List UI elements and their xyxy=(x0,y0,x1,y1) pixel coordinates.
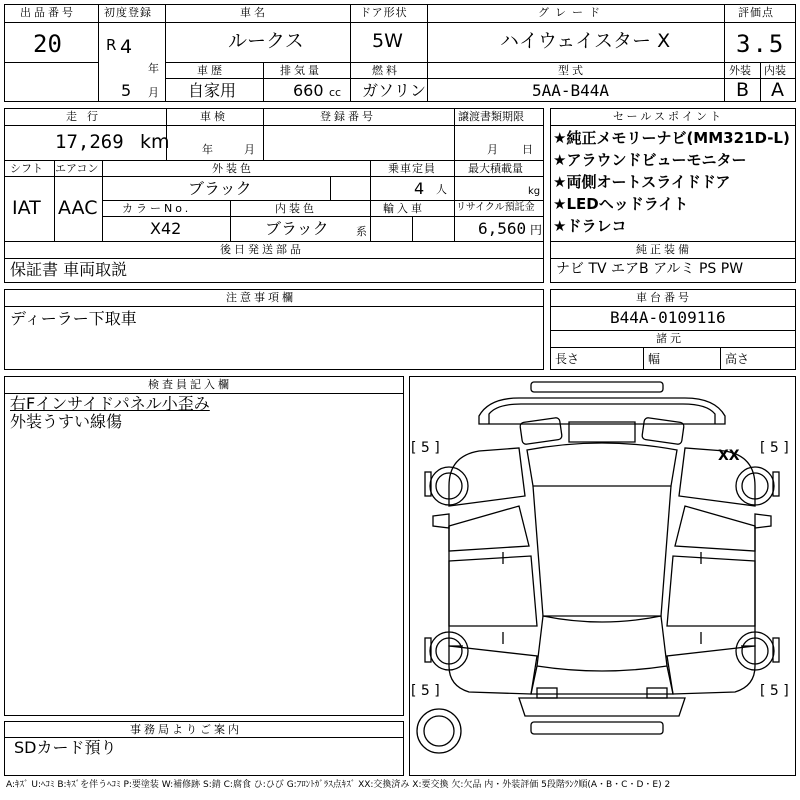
car-name: ルークス xyxy=(228,30,304,52)
equipment: ナビ TV エアB アルミ PS PW xyxy=(556,261,744,277)
month-unit: 月 xyxy=(148,86,159,99)
inspector-label: 検査員記入欄 xyxy=(148,378,232,391)
int-color: ブラック xyxy=(265,219,329,238)
inspection-label: 車検 xyxy=(200,110,228,123)
mileage-label: 走行 xyxy=(66,110,108,123)
lot-label: 出品番号 xyxy=(20,6,76,19)
int-color-label: 内装色 xyxy=(275,202,317,215)
grade-label: グレード xyxy=(538,6,606,19)
shift: IAT xyxy=(12,197,41,219)
capacity-unit: 人 xyxy=(436,183,447,196)
mileage: 17,269 xyxy=(55,131,124,153)
inspection-month-unit: 月 xyxy=(244,143,255,156)
length-label: 長さ xyxy=(555,352,580,366)
ac-label: エアコン xyxy=(55,162,99,175)
sales-point-item: ★ドラレコ xyxy=(553,217,627,235)
int-grade: A xyxy=(771,79,784,101)
later-parts-label: 後日発送部品 xyxy=(220,243,304,256)
model-code: 5AA-B44A xyxy=(532,81,610,100)
int-grade-label: 内装 xyxy=(764,64,786,77)
transfer-label: 譲渡書類期限 xyxy=(458,110,524,123)
dimensions-label: 諸元 xyxy=(656,332,684,345)
capacity-label: 乗車定員 xyxy=(388,162,436,175)
import-label: 輸入車 xyxy=(383,202,425,215)
door-type: 5W xyxy=(372,30,403,52)
score-label: 評価点 xyxy=(738,6,774,19)
fuel: ガソリン xyxy=(362,81,427,100)
sales-point-item: ★LEDヘッドライト xyxy=(553,195,689,213)
door-label: ドア形状 xyxy=(360,6,408,19)
ext-color: ブラック xyxy=(188,179,252,198)
office-label: 事務局よりご案内 xyxy=(130,723,242,736)
model-label: 型式 xyxy=(558,64,586,77)
grade: ハイウェイスター X xyxy=(500,30,671,52)
sales-point-label: セールスポイント xyxy=(613,110,725,123)
notes: ディーラー下取車 xyxy=(10,309,137,328)
reg-no-label: 登録番号 xyxy=(320,110,376,123)
lot-number: 20 xyxy=(33,30,62,58)
transfer-day-unit: 日 xyxy=(522,143,533,156)
car-outline-diagram xyxy=(409,376,796,776)
max-load-unit: kg xyxy=(528,186,541,197)
year-unit: 年 xyxy=(148,62,159,75)
sales-point-item: ★両側オートスライドドア xyxy=(553,173,731,191)
inspector-note: 右Fインサイドパネル小歪み xyxy=(10,394,210,413)
tire-depth-front-right: [ 5 ] xyxy=(760,440,789,456)
tire-depth-rear-left: [ 5 ] xyxy=(411,683,440,699)
displacement-unit: cc xyxy=(329,86,342,99)
damage-mark: XX xyxy=(718,448,740,464)
legend: A:ｷｽﾞ U:ﾍｺﾐ B:ｷｽﾞを伴うﾍｺﾐ P:要塗装 W:補修跡 S:錆 C:腐食 ひ:ひび G:ﾌﾛﾝﾄｶﾞﾗｽ点ｷｽﾞ XX:交換済み X:要交換 欠:欠品 内・外装評価 5段階ﾗﾝｸ順(A・B・C・D・E) 2 xyxy=(6,780,671,790)
capacity: 4 xyxy=(414,179,425,198)
color-no-label: カラーNo. xyxy=(122,202,192,215)
inspector-note: 外装うすい線傷 xyxy=(10,412,123,431)
reg-month: 5 xyxy=(121,81,132,100)
recycle-fee: 6,560 xyxy=(478,219,527,238)
displacement-label: 排気量 xyxy=(280,64,322,77)
history: 自家用 xyxy=(188,81,237,100)
chassis-label: 車台番号 xyxy=(636,291,692,304)
chassis-number: B44A-0109116 xyxy=(610,308,726,327)
width-label: 幅 xyxy=(648,352,661,366)
recycle-label: リサイクル預託金 xyxy=(456,202,535,213)
history-label: 車歴 xyxy=(197,64,225,77)
int-color-unit: 系 xyxy=(356,225,367,238)
ac: AAC xyxy=(58,197,98,219)
later-parts: 保証書 車両取説 xyxy=(10,260,128,279)
office-note: SDカード預り xyxy=(14,738,117,757)
mileage-unit: km xyxy=(140,131,170,153)
transfer-month-unit: 月 xyxy=(487,143,498,156)
inspection-year-unit: 年 xyxy=(202,143,213,156)
first-reg-label: 初度登録 xyxy=(104,6,152,19)
height-label: 高さ xyxy=(725,352,750,366)
tire-depth-front-left: [ 5 ] xyxy=(411,440,440,456)
fuel-label: 燃料 xyxy=(372,64,400,77)
notes-label: 注意事項欄 xyxy=(226,291,296,304)
displacement: 660 xyxy=(293,81,324,100)
ext-color-label: 外装色 xyxy=(212,162,254,175)
max-load-label: 最大積載量 xyxy=(468,162,523,175)
ext-grade: B xyxy=(736,79,750,101)
color-no: X42 xyxy=(150,219,182,238)
sales-point-item: ★純正メモリーナビ(MM321D-L) xyxy=(553,129,790,147)
sales-point-item: ★アラウンドビューモニター xyxy=(553,151,747,169)
reg-year: 4 xyxy=(120,36,133,58)
recycle-unit: 円 xyxy=(530,223,543,237)
era: R xyxy=(106,36,117,54)
car-name-label: 車名 xyxy=(240,6,268,19)
shift-label: シフト xyxy=(10,162,43,175)
ext-grade-label: 外装 xyxy=(729,64,751,77)
tire-depth-rear-right: [ 5 ] xyxy=(760,683,789,699)
score: 3.5 xyxy=(736,30,786,58)
equipment-label: 純正装備 xyxy=(636,243,692,256)
